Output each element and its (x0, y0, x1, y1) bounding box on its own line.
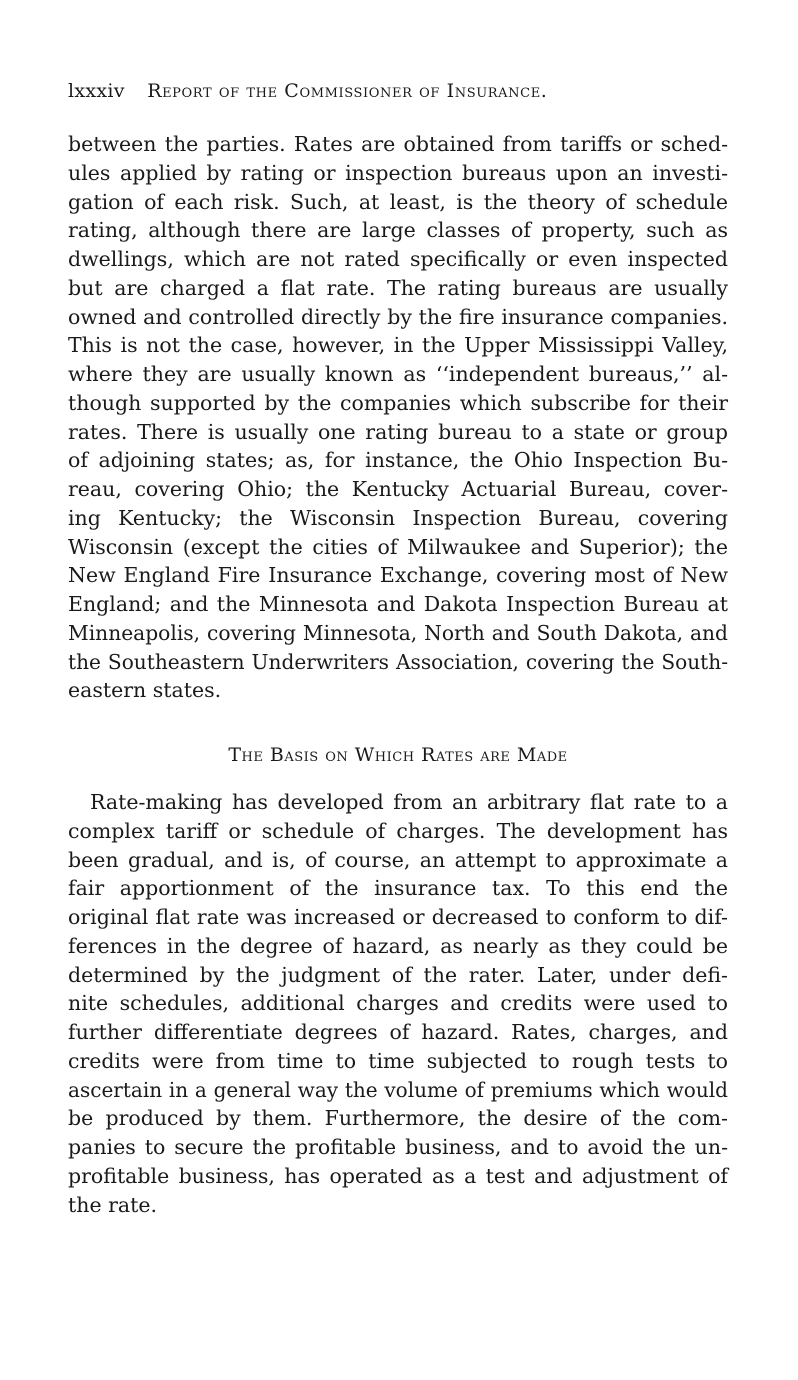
text-line: of adjoining states; as, for instance, the Ohio Inspection Bu- (68, 448, 728, 473)
text-line: be produced by them. Furthermore, the desire of the com- (68, 1106, 728, 1131)
text-line: ascertain in a general way the volume of premiums which would (68, 1077, 728, 1102)
text-line: eastern states. (68, 678, 222, 703)
text-line: complex tariff or schedule of charges. The development has (68, 818, 728, 843)
text-line: profitable business, has operated as a test and adjustment of (68, 1163, 728, 1188)
paragraph-rating-bureaus (68, 130, 728, 705)
text-line: rates. There is usually one rating bureau to a state or group (68, 419, 728, 444)
text-line: though supported by the companies which subscribe for their (68, 390, 728, 415)
text-line: where they are usually known as ‘‘independent bureaus,’’ al- (68, 362, 728, 386)
text-line: ferences in the degree of hazard, as nearly as they could be (68, 933, 728, 958)
text-line: reau, covering Ohio; the Kentucky Actuarial Bureau, cover- (68, 477, 728, 501)
text-line: the Southeastern Underwriters Association, covering the South- (68, 649, 728, 674)
text-line: but are charged a flat rate. The rating bureaus are usually (68, 275, 728, 300)
text-line: determined by the judgment of the rater. Later, under defi- (68, 962, 728, 987)
text-line: gation of each risk. Such, at least, is the theory of schedule (68, 189, 728, 214)
text-line: rating, although there are large classes of property, such as (68, 218, 728, 243)
paragraph-rate-making (68, 788, 728, 1219)
text-line: panies to secure the profitable business, and to avoid the un- (68, 1135, 728, 1159)
text-line: This is not the case, however, in the Upper Mississippi Valley, (68, 333, 728, 358)
text-line: Wisconsin (except the cities of Milwaukee and Superior); the (68, 534, 728, 559)
text-line: the rate. (68, 1192, 157, 1217)
text-line: original flat rate was increased or decreased to conform to dif- (68, 905, 728, 929)
running-head (68, 80, 728, 102)
text-line: ules applied by rating or inspection bureaus upon an investi- (68, 160, 728, 185)
text-line: dwellings, which are not rated specifically or even inspected (68, 247, 728, 271)
text-line: further differentiate degrees of hazard. Rates, charges, and (68, 1020, 728, 1044)
page-number: lxxxiv (68, 80, 125, 102)
section-heading: The Basis on Which Rates are Made (228, 744, 568, 766)
text-line: fair apportionment of the insurance tax. To this end the (68, 876, 728, 901)
text-line: Rate-making has developed from an arbitrary flat rate to a (90, 790, 728, 814)
text-line: New England Fire Insurance Exchange, covering most of New (68, 563, 728, 588)
text-line: between the parties. Rates are obtained from tariffs or sched- (68, 132, 728, 156)
text-line: Minneapolis, covering Minnesota, North and South Dakota, and (68, 620, 728, 645)
text-line: credits were from time to time subjected to rough tests to (68, 1048, 728, 1073)
running-title: Report of the Commissioner of Insurance. (147, 80, 548, 102)
text-line: been gradual, and is, of course, an attempt to approximate a (68, 847, 728, 872)
text-line: England; and the Minnesota and Dakota Inspection Bureau at (68, 592, 728, 616)
text-line: owned and controlled directly by the fire insurance companies. (68, 304, 728, 329)
text-line: ing Kentucky; the Wisconsin Inspection Bureau, covering (68, 505, 728, 530)
text-line: nite schedules, additional charges and credits were used to (68, 991, 728, 1016)
